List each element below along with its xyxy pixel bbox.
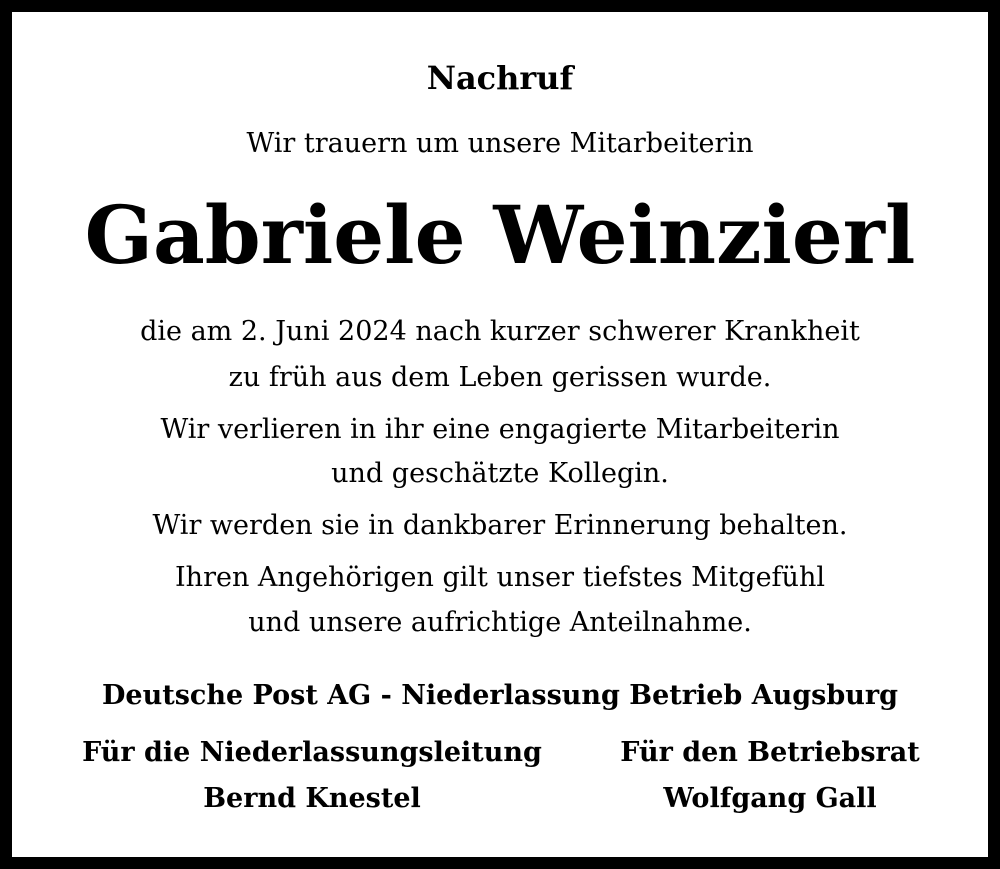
paragraph-1-line-1: die am 2. Juni 2024 nach kurzer schwerer Krankheit [140,316,860,347]
paragraph-4-line-1: Ihren Angehörigen gilt unser tiefstes Mitgefühl [175,562,825,593]
signatory-right-name: Wolfgang Gall [663,783,877,814]
paragraph-1-line-2: zu früh aus dem Leben gerissen wurde. [228,362,772,393]
paragraph-4-line-2: und unsere aufrichtige Anteilnahme. [248,607,752,638]
signatory-right-role: Für den Betriebsrat [620,737,920,768]
signatory-left-name: Bernd Knestel [203,783,421,814]
paragraph-2-line-2: und geschätzte Kollegin. [331,458,669,489]
notice-heading: Nachruf [426,59,574,97]
organization-name: Deutsche Post AG - Niederlassung Betrieb Augsburg [102,680,898,711]
notice-intro: Wir trauern um unsere Mitarbeiterin [246,128,754,159]
deceased-name: Gabriele Weinzierl [84,188,916,282]
signatory-left-role: Für die Niederlassungsleitung [82,737,542,768]
paragraph-2-line-1: Wir verlieren in ihr eine engagierte Mitarbeiterin [160,414,840,445]
paragraph-3-line-1: Wir werden sie in dankbarer Erinnerung behalten. [152,510,848,541]
